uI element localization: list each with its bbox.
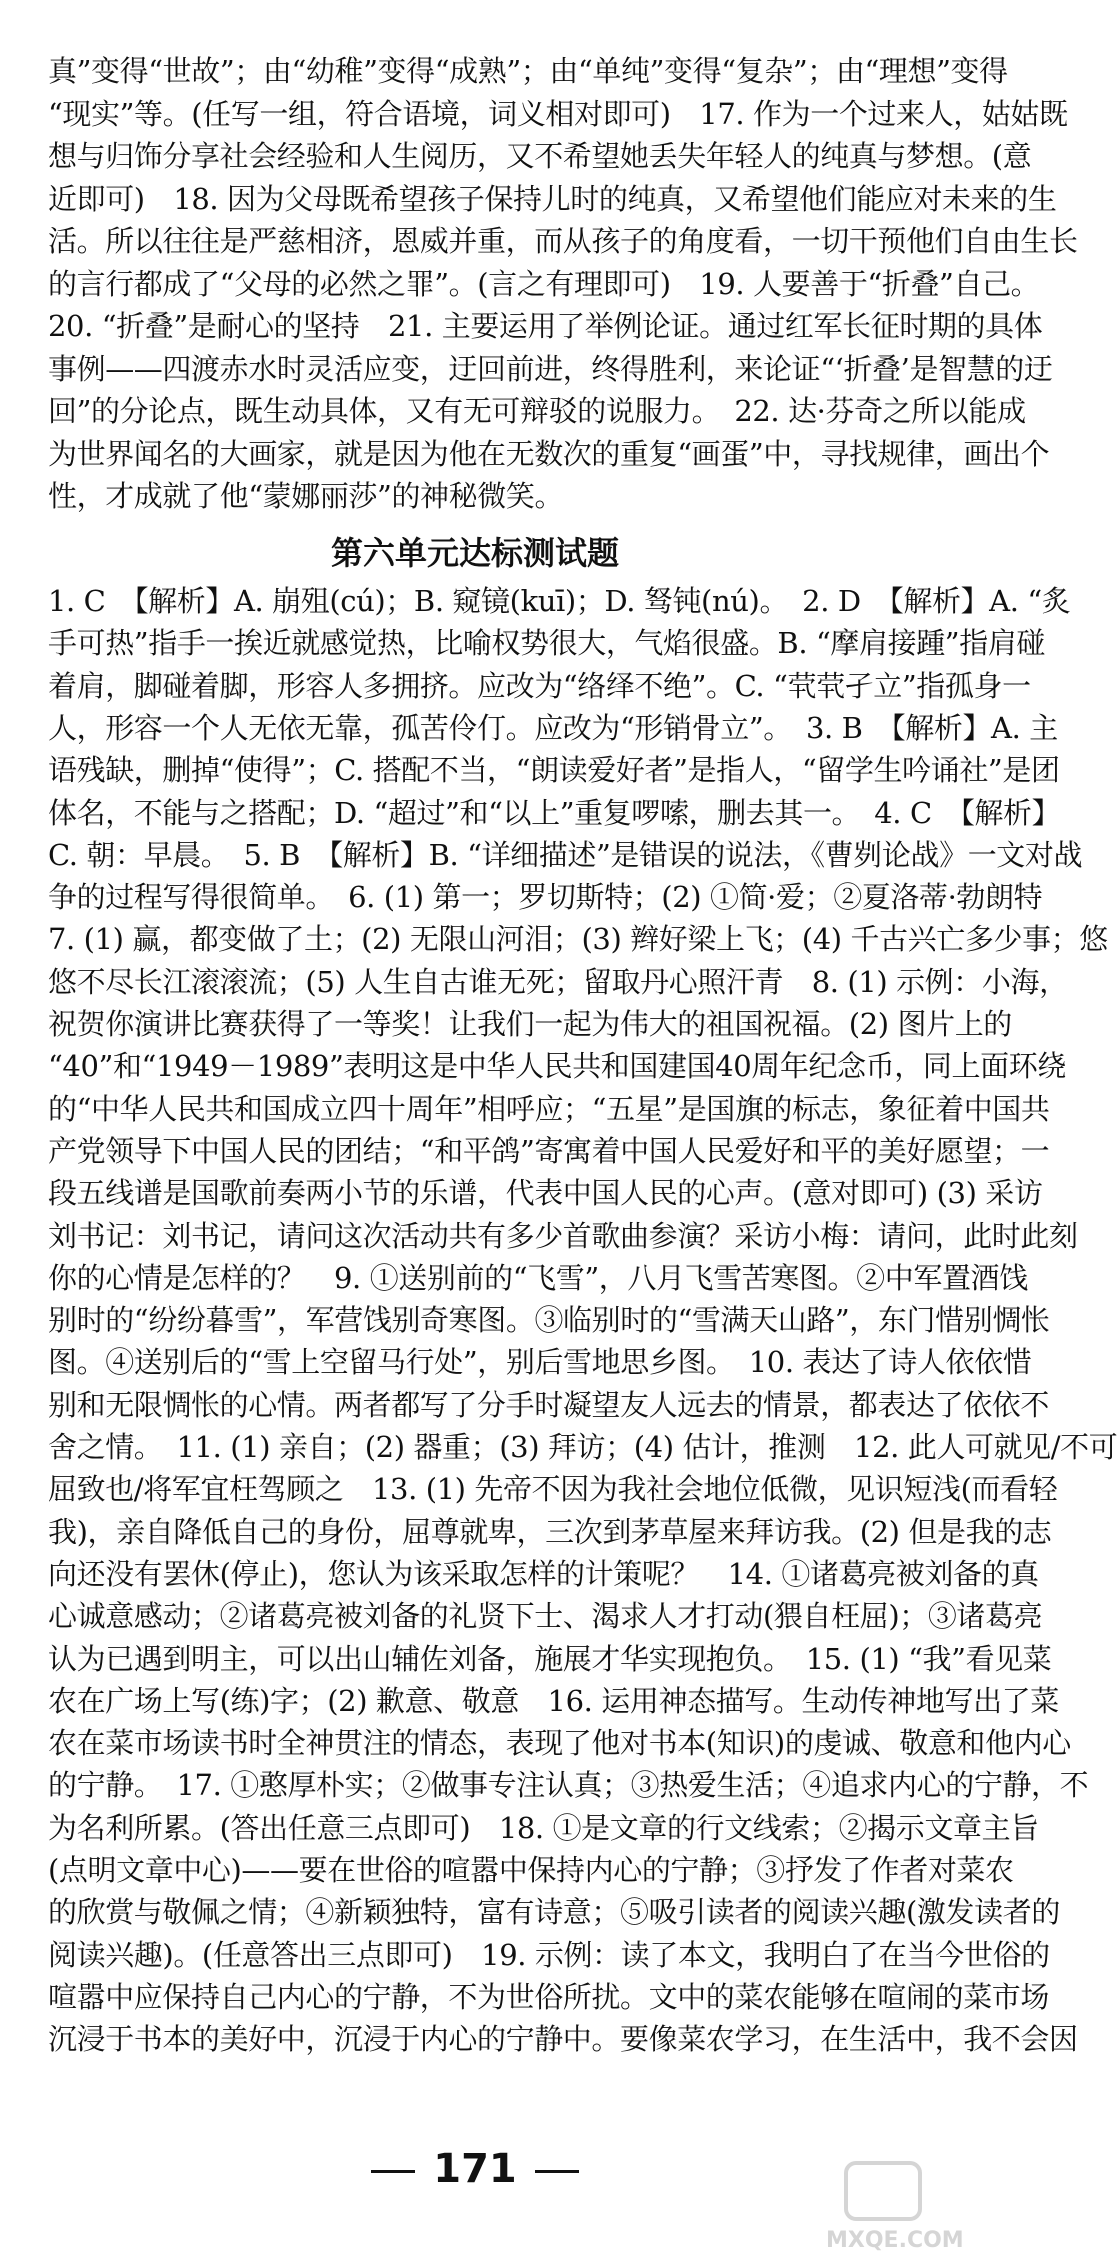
text-line: 体名，不能与之搭配；D. “超过”和“以上”重复啰嗦，删去其一。 4. C 【解析】 bbox=[48, 795, 1061, 830]
text-line: 近即可) 18. 因为父母既希望孩子保持儿时的纯真，又希望他们能应对未来的生 bbox=[48, 181, 1057, 216]
text-line: 1. C 【解析】A. 崩殂(cú)；B. 窥镜(kuī)；D. 驽钝(nú)。 2. D 【解析】A. “炙 bbox=[48, 584, 1071, 618]
text-line: 活。所以往往是严慈相济，恩威并重，而从孩子的角度看，一切干预他们自由生长 bbox=[48, 224, 1078, 258]
text-line: 着肩，脚碰着脚，形容人多拥挤。应改为“络绎不绝”。C. “茕茕孑立”指孤身一 bbox=[48, 668, 1031, 703]
text-line: 段五线谱是国歌前奏两小节的乐谱，代表中国人民的心声。(意对即可) (3) 采访 bbox=[48, 1176, 1043, 1211]
text-line: 手可热”指手一挨近就感觉热，比喻权势很大，气焰很盛。B. “摩肩接踵”指肩碰 bbox=[48, 626, 1046, 661]
text-line: 回”的分论点，既生动具体，又有无可辩驳的说服力。 22. 达·芬奇之所以能成 bbox=[48, 394, 1026, 428]
page-number bbox=[0, 2145, 950, 2193]
right-dash bbox=[535, 2170, 579, 2173]
text-line: 的言行都成了“父母的必然之罪”。(言之有理即可) 19. 人要善于“折叠”自己。 bbox=[48, 266, 1040, 301]
text-line: 7. (1) 赢，都变做了土；(2) 无限山河泪；(3) 辫好梁上飞；(4) 千古兴亡多少事；悠 bbox=[48, 922, 1108, 957]
text-line: 你的心情是怎样的？ 9. ①送别前的“飞雪”，八月飞雪苦寒图。②中军置酒饯 bbox=[48, 1260, 1028, 1295]
text-line: 别和无限惆怅的心情。两者都写了分手时凝望友人远去的情景，都表达了依依不 bbox=[48, 1387, 1050, 1422]
text-line: 的欣赏与敬佩之情；④新颖独特，富有诗意；⑤吸引读者的阅读兴趣(激发读者的 bbox=[48, 1895, 1060, 1930]
text-line: (点明文章中心)——要在世俗的喧嚣中保持内心的宁静；③抒发了作者对菜农 bbox=[48, 1853, 1014, 1887]
text-line: 喧嚣中应保持自己内心的宁静，不为世俗所扰。文中的菜农能够在喧闹的菜市场 bbox=[48, 1979, 1050, 2014]
text-line: 争的过程写得很简单。 6. (1) 第一；罗切斯特；(2) ①简·爱；②夏洛蒂·勃朗特 bbox=[48, 880, 1043, 915]
section-title: 第六单元达标测试题 bbox=[330, 534, 619, 572]
text-line: 20. “折叠”是耐心的坚持 21. 主要运用了举例论证。通过红军长征时期的具体 bbox=[48, 309, 1043, 343]
text-line: 祝贺你演讲比赛获得了一等奖！让我们一起为伟大的祖国祝福。(2) 图片上的 bbox=[48, 1007, 1012, 1041]
text-line: 人，形容一个人无依无靠，孤苦伶仃。应改为“形销骨立”。 3. B 【解析】A. 主 bbox=[48, 710, 1058, 745]
watermark-text: MXQE.COM bbox=[826, 2228, 964, 2253]
watermark-logo bbox=[826, 2157, 964, 2253]
page-number-text: 171 bbox=[433, 2146, 517, 2192]
text-line: 的“中华人民共和国成立四十周年”相呼应；“五星”是国旗的标志，象征着中国共 bbox=[48, 1091, 1050, 1126]
text-line: 农在菜市场读书时全神贯注的情态，表现了他对书本(知识)的虔诚、敬意和他内心 bbox=[48, 1726, 1071, 1761]
text-line: 心诚意感动；②诸葛亮被刘备的礼贤下士、渴求人才打动(猥自枉屈)；③诸葛亮 bbox=[48, 1599, 1043, 1634]
text-line: 向还没有罢休(停止)，您认为该采取怎样的计策呢？ 14. ①诸葛亮被刘备的真 bbox=[48, 1556, 1039, 1591]
text-line: “40”和“1949－1989”表明这是中华人民共和国建国40周年纪念币，同上面环绕 bbox=[48, 1049, 1066, 1084]
text-line: 语残缺，删掉“使得”；C. 搭配不当，“朗读爱好者”是指人，“留学生吟诵社”是团 bbox=[48, 753, 1060, 788]
text-line: 图。④送别后的“雪上空留马行处”，别后雪地思乡图。 10. 表达了诗人依依惜 bbox=[48, 1345, 1032, 1380]
text-line: 我)，亲自降低自己的身份，屈尊就卑，三次到茅草屋来拜访我。(2) 但是我的志 bbox=[48, 1514, 1052, 1549]
watermark-seal-icon bbox=[844, 2161, 922, 2221]
left-dash bbox=[371, 2170, 415, 2173]
text-line: 性，才成就了他“蒙娜丽莎”的神秘微笑。 bbox=[48, 479, 564, 513]
text-line: 认为已遇到明主，可以出山辅佐刘备，施展才华实现抱负。 15. (1) “我”看见菜 bbox=[48, 1641, 1052, 1676]
text-line: C. 朝：早晨。 5. B 【解析】B. “详细描述”是错误的说法，《曹刿论战》一文对战 bbox=[48, 837, 1083, 872]
text-line: 事例——四渡赤水时灵活应变，迂回前进，终得胜利，来论证“‘折叠’是智慧的迂 bbox=[48, 351, 1053, 386]
text-line: 屈致也/将军宜枉驾顾之 13. (1) 先帝不因为我社会地位低微，见识短浅(而看轻 bbox=[48, 1472, 1058, 1507]
text-line: 刘书记：刘书记，请问这次活动共有多少首歌曲参演？采访小梅：请问，此时此刻 bbox=[48, 1218, 1078, 1253]
text-line: 为世界闻名的大画家，就是因为他在无数次的重复“画蛋”中，寻找规律，画出个 bbox=[48, 436, 1050, 471]
text-line: 别时的“纷纷暮雪”，军营饯别奇寒图。③临别时的“雪满天山路”，东门惜别惆怅 bbox=[48, 1303, 1050, 1338]
text-line: 沉浸于书本的美好中，沉浸于内心的宁静中。要像菜农学习，在生活中，我不会因 bbox=[48, 2022, 1078, 2057]
text-line: 真”变得“世故”；由“幼稚”变得“成熟”；由“单纯”变得“复杂”；由“理想”变得 bbox=[48, 54, 1008, 88]
text-line: 农在广场上写(练)字；(2) 歉意、敬意 16. 运用神态描写。生动传神地写出了菜 bbox=[48, 1683, 1059, 1718]
text-line: 阅读兴趣)。(任意答出三点即可) 19. 示例：读了本文，我明白了在当今世俗的 bbox=[48, 1937, 1050, 1972]
text-line: 产党领导下中国人民的团结；“和平鸽”寄寓着中国人民爱好和平的美好愿望；一 bbox=[48, 1133, 1050, 1168]
text-line: 想与归饰分享社会经验和人生阅历，又不希望她丢失年轻人的纯真与梦想。(意 bbox=[48, 139, 1032, 173]
text-line: 悠不尽长江滚滚流；(5) 人生自古谁无死；留取丹心照汗青 8. (1) 示例：小海， bbox=[48, 964, 1068, 999]
text-line: “现实”等。(任写一组，符合语境，词义相对即可) 17. 作为一个过来人，姑姑既 bbox=[48, 96, 1068, 131]
text-line: 舍之情。 11. (1) 亲自；(2) 器重；(3) 拜访；(4) 估计，推测 12. 此人可就见/不可 bbox=[48, 1430, 1117, 1464]
text-line: 为名利所累。(答出任意三点即可) 18. ①是文章的行文线索；②揭示文章主旨 bbox=[48, 1810, 1039, 1845]
text-line: 的宁静。 17. ①憨厚朴实；②做事专注认真；③热爱生活；④追求内心的宁静，不 bbox=[48, 1768, 1089, 1803]
